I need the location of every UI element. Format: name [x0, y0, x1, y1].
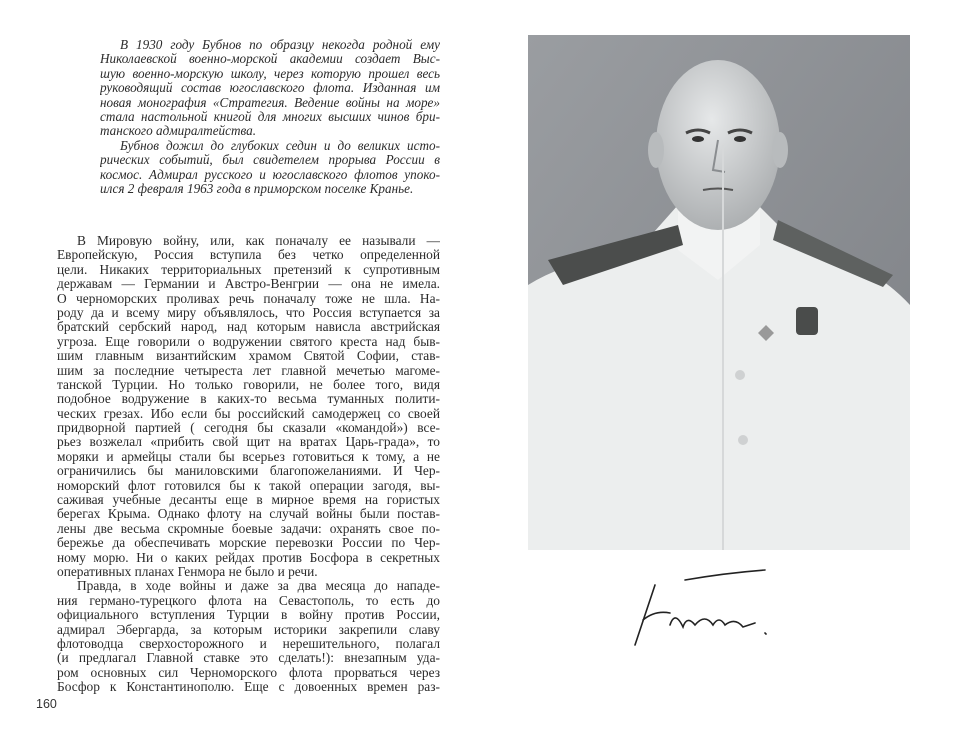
- text-line: шую военно-морскую школу, через которую прошел весь: [100, 66, 440, 81]
- text-line: В Мировую войну, или, как поначалу ее называли —: [77, 234, 440, 248]
- main-body-text: [57, 234, 440, 695]
- text-line: Николаевской военно-морской академии создает Выс-: [100, 52, 440, 67]
- text-line: Босфор к Константинополю. Еще с довоенных времен раз-: [57, 680, 440, 695]
- text-line: братский сербский народ, над которым нависла австрийская: [57, 320, 440, 335]
- text-line: угроза. Еще говорили о водружении святого креста над быв-: [57, 334, 440, 349]
- text-line: лены две весьма скромные боевые задачи: охранять свое по-: [57, 521, 440, 536]
- text-line: берегах Крыма. Однако флоту на случай войны были постав-: [57, 507, 440, 522]
- text-line: ограничились бы маниловскими благопожеланиями. И Чер-: [57, 464, 440, 479]
- text-line: Европейскую, Россия вступила без четко определенной: [57, 248, 440, 263]
- admiral-portrait-photo: [528, 35, 910, 550]
- text-line: руководящий состав югославского флота. Изданная им: [100, 81, 440, 96]
- text-line: ился 2 февраля 1963 года в приморском поселке Кранье.: [100, 181, 414, 196]
- text-line: космос. Адмирал русского и югославского флотов упоко-: [100, 167, 440, 182]
- text-line: рьез возжелал «прибить свой щит на вратах Царь-града», то: [57, 435, 440, 450]
- text-line: рических событий, был свидетелем прорыва России в: [100, 153, 440, 168]
- text-line: оперативных планах Генмора не было и речи.: [57, 564, 318, 579]
- text-line: танского адмиралтейства.: [100, 124, 257, 139]
- text-line: В 1930 году Бубнов по образцу некогда родной ему: [120, 38, 440, 52]
- text-line: ному морю. Ни о каких рейдах против Босфора в секретных: [57, 550, 440, 565]
- text-line: Правда, в ходе войны и даже за два месяца до нападе-: [77, 579, 440, 594]
- text-line: саживая учебные десанты еще в мирное время на гористых: [57, 493, 440, 508]
- text-line: танской Турции. Но только говорили, не более того, видя: [57, 377, 440, 392]
- italic-biography-note: [100, 38, 440, 196]
- text-line: (и предлагал Главной ставке это сделать!): внезапным уда-: [57, 651, 440, 666]
- text-line: О черноморских проливах речь поначалу тоже не шла. На-: [57, 291, 440, 306]
- text-line: шим главным византийским храмом Святой Софии, став-: [57, 349, 440, 364]
- text-line: бережье да обеспечивать морские перевозки России по Чер-: [57, 536, 440, 551]
- page-number: 160: [36, 697, 57, 711]
- text-line: новая монография «Стратегия. Ведение войны на море»: [100, 95, 440, 110]
- text-line: стала настольной книгой для многих высших чинов бри-: [100, 109, 440, 124]
- text-line: официального вступления Турции в войну против России,: [57, 608, 440, 623]
- text-line: цели. Никаких территориальных претензий к супротивным: [57, 262, 440, 277]
- text-line: придворной партией ( сегодня бы сказали «командой») все-: [57, 421, 440, 436]
- text-line: подобное водружение в каких-то весьма туманных полити-: [57, 392, 440, 407]
- text-line: ром основных сил Черноморского флота прорваться через: [57, 665, 440, 680]
- text-line: флотоводца сверхосторожного и нерешительного, полагал: [57, 636, 440, 651]
- handwritten-signature: [615, 565, 795, 655]
- text-line: шим за последние четыреста лет главной мечетью магоме-: [57, 363, 440, 378]
- text-line: ческих грезах. Ибо если бы российский самодержец со своей: [57, 406, 440, 421]
- text-line: моряки и армейцы стали бы всерьез готовиться к тому, а не: [57, 449, 440, 464]
- text-line: Бубнов дожил до глубоких седин и до великих исто-: [120, 138, 440, 153]
- text-line: ния германо-турецкого флота на Севастополь, то есть до: [57, 593, 440, 608]
- text-line: державам — Германии и Австро-Венгрии — она не имела.: [57, 277, 440, 292]
- text-line: адмирал Эбергарда, за которым историки закрепили славу: [57, 622, 440, 637]
- text-line: роду да и всему миру объявлялось, что Россия вступается за: [57, 305, 440, 320]
- text-line: номорский флот готовился бы к такой операции загодя, вы-: [57, 478, 440, 493]
